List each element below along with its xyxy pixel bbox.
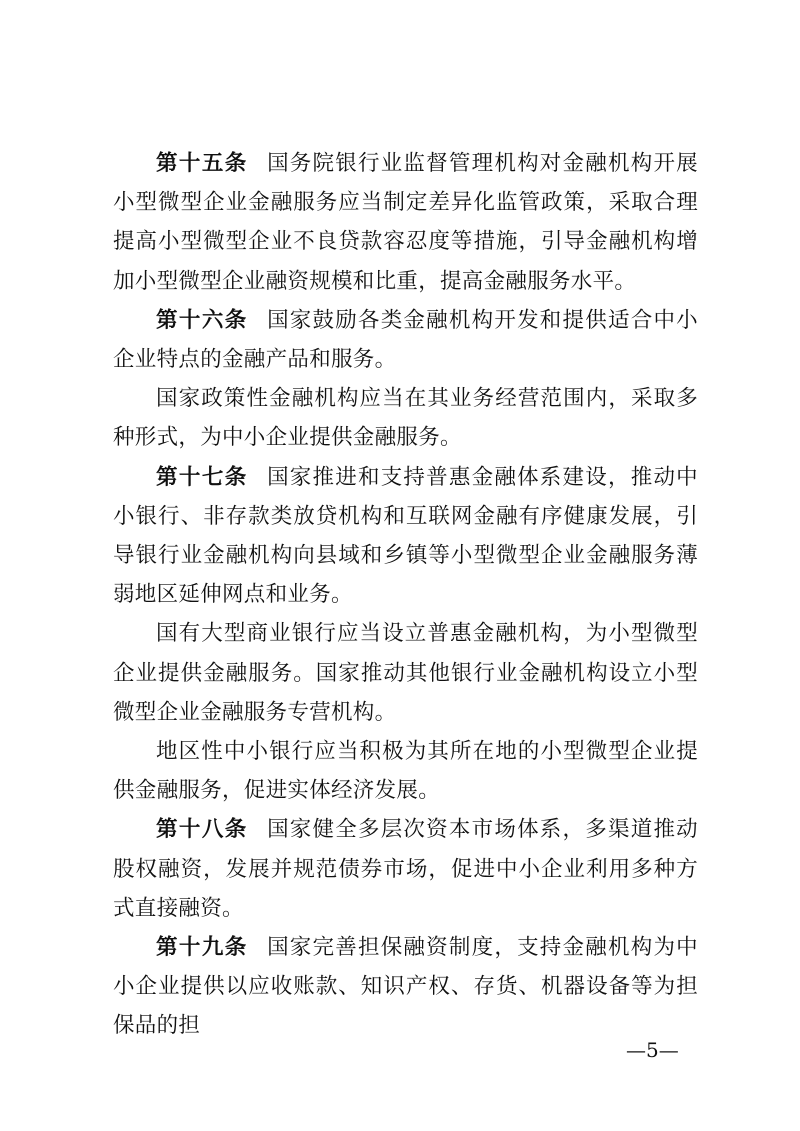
paragraph-text: 地区性中小银行应当积极为其所在地的小型微型企业提供金融服务，促进实体经济发展。 — [113, 739, 698, 804]
paragraph-article-19 — [113, 928, 698, 1046]
article-heading: 第十七条 — [156, 464, 248, 490]
paragraph-text: 国家鼓励各类金融机构开发和提供适合中小企业特点的金融产品和服务。 — [113, 307, 698, 373]
paragraph-text: 国家政策性金融机构应当在其业务经营范围内，采取多种形式，为中小企业提供金融服务。 — [113, 386, 698, 451]
article-heading: 第十九条 — [156, 935, 248, 961]
paragraph-text: 国有大型商业银行应当设立普惠金融机构，为小型微型企业提供金融服务。国家推动其他银行业金融机构设立小型微型企业金融服务专营机构。 — [113, 621, 698, 725]
paragraph-text: 国家完善担保融资制度，支持金融机构为中小企业提供以应收账款、知识产权、存货、机器设备等为担保品的担 — [113, 935, 698, 1039]
paragraph-article-17-state-banks — [113, 614, 698, 732]
paragraph-article-16-policy-finance — [113, 379, 698, 457]
paragraph-text: 国务院银行业监督管理机构对金融机构开展小型微型企业金融服务应当制定差异化监管政策，采取合理提高小型微型企业不良贷款容忍度等措施，引导金融机构增加小型微型企业融资规模和比重，提高金融服务水平。 — [113, 151, 698, 294]
paragraph-text: 国家推进和支持普惠金融体系建设，推动中小银行、非存款类放贷机构和互联网金融有序健康发展，引导银行业金融机构向县域和乡镇等小型微型企业金融服务薄弱地区延伸网点和业务。 — [113, 464, 698, 608]
paragraph-article-17 — [113, 458, 698, 615]
paragraph-article-18 — [113, 810, 698, 928]
document-body — [113, 144, 698, 1046]
paragraph-article-16 — [113, 301, 698, 379]
paragraph-text: 国家健全多层次资本市场体系，多渠道推动股权融资，发展并规范债券市场，促进中小企业利用多种方式直接融资。 — [113, 817, 698, 921]
article-heading: 第十五条 — [156, 151, 248, 176]
paragraph-article-17-regional-banks — [113, 732, 698, 810]
article-heading: 第十八条 — [156, 817, 248, 843]
page-number: —5— — [626, 1038, 679, 1062]
article-heading: 第十六条 — [156, 307, 248, 333]
paragraph-article-15 — [113, 144, 698, 301]
